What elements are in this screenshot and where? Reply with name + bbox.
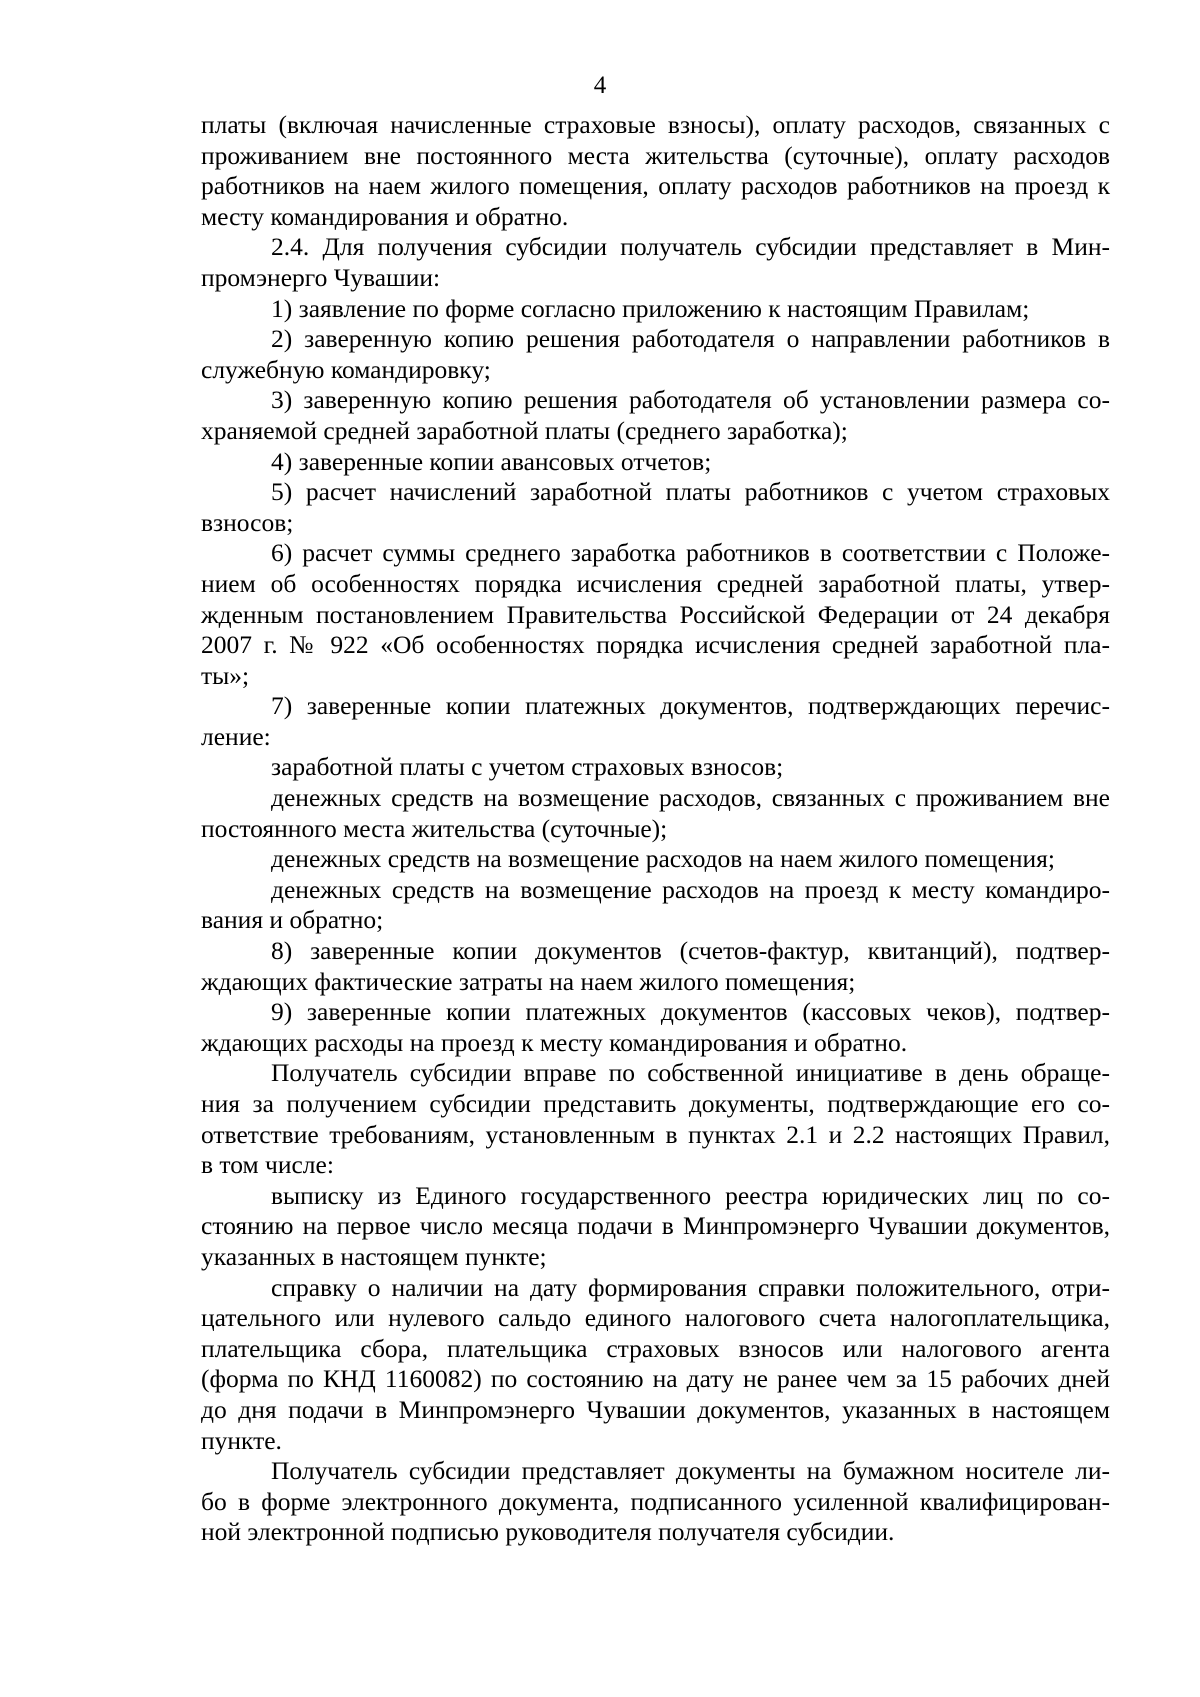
text-line: проживанием вне постоянного места жительства (суточные), оплату расходов (201, 140, 1110, 170)
text-line: 9) заверенные копии платежных документов (кассовых чеков), подтвер- (271, 997, 1110, 1027)
text-line: работников на наем жилого помещения, оплату расходов работников на проезд к (201, 171, 1110, 201)
text-line: (форма по КНД 1160082) по состоянию на дату не ранее чем за 15 рабочих дней (201, 1364, 1110, 1394)
text-line: пункте. (201, 1425, 282, 1455)
text-line: взносов; (201, 507, 294, 537)
text-line: цательного или нулевого сальдо единого налогового счета налогоплательщика, (201, 1303, 1110, 1333)
text-line: Получатель субсидии вправе по собственной инициативе в день обраще- (271, 1058, 1110, 1088)
text-line: указанных в настоящем пункте; (201, 1241, 547, 1271)
text-line: 8) заверенные копии документов (счетов-фактур, квитанций), подтвер- (271, 936, 1110, 966)
text-line: храняемой средней заработной платы (среднего заработка); (201, 415, 848, 445)
text-line: 2007 г. № 922 «Об особенностях порядка исчисления средней заработной пла- (201, 630, 1110, 660)
text-line: 1) заявление по форме согласно приложению к настоящим Правилам; (271, 293, 1030, 323)
text-line: ния за получением субсидии представить документы, подтверждающие его со- (201, 1089, 1110, 1118)
page-number: 4 (593, 72, 607, 99)
text-line: 3) заверенную копию решения работодателя об установлении размера со- (271, 385, 1110, 415)
text-line: месту командирования и обратно. (201, 201, 569, 231)
text-line: ответствие требованиям, установленным в пунктах 2.1 и 2.2 настоящих Правил, (201, 1119, 1110, 1149)
text-line: Получатель субсидии представляет документы на бумажном носителе ли- (271, 1456, 1110, 1486)
text-line: выписку из Единого государственного реестра юридических лиц по со- (271, 1180, 1110, 1210)
text-line: ждающих фактические затраты на наем жилого помещения; (201, 966, 856, 996)
text-line: 2) заверенную копию решения работодателя о направлении работников в (271, 324, 1110, 354)
text-line: нием об особенностях порядка исчисления средней заработной платы, утвер- (201, 568, 1110, 598)
text-line: служебную командировку; (201, 354, 491, 384)
document-body (201, 110, 1110, 1548)
text-line: 6) расчет суммы среднего заработка работников в соответствии с Положе- (271, 538, 1110, 568)
text-line: 2.4. Для получения субсидии получатель субсидии представляет в Мин- (271, 232, 1110, 262)
text-line: заработной платы с учетом страховых взносов; (271, 752, 784, 782)
text-line: вания и обратно; (201, 905, 384, 935)
text-line: денежных средств на возмещение расходов, связанных с проживанием вне (271, 783, 1110, 813)
text-line: стоянию на первое число месяца подачи в Минпромэнерго Чувашии документов, (201, 1211, 1110, 1241)
text-line: промэнерго Чувашии: (201, 262, 441, 292)
text-line: до дня подачи в Минпромэнерго Чувашии документов, указанных в настоящем (201, 1394, 1110, 1424)
text-line: ной электронной подписью руководителя получателя субсидии. (201, 1517, 895, 1547)
text-line: ление: (201, 721, 271, 751)
text-line: постоянного места жительства (суточные); (201, 813, 668, 843)
text-line: платы (включая начисленные страховые взносы), оплату расходов, связанных с (201, 110, 1110, 139)
text-line: 7) заверенные копии платежных документов, подтверждающих перечис- (271, 691, 1110, 721)
text-line: 4) заверенные копии авансовых отчетов; (271, 446, 712, 476)
text-line: ты»; (201, 660, 250, 690)
text-line: жденным постановлением Правительства Российской Федерации от 24 декабря (201, 599, 1110, 629)
text-line: бо в форме электронного документа, подписанного усиленной квалифицирован- (201, 1486, 1110, 1516)
text-line: плательщика сбора, плательщика страховых взносов или налогового агента (201, 1333, 1110, 1363)
text-line: ждающих расходы на проезд к месту командирования и обратно. (201, 1027, 908, 1057)
text-line: 5) расчет начислений заработной платы работников с учетом страховых (271, 477, 1110, 507)
text-line: справку о наличии на дату формирования справки положительного, отри- (271, 1272, 1110, 1302)
text-line: в том числе: (201, 1150, 334, 1180)
text-line: денежных средств на возмещение расходов на проезд к месту командиро- (271, 874, 1110, 904)
text-line: денежных средств на возмещение расходов на наем жилого помещения; (271, 844, 1055, 874)
